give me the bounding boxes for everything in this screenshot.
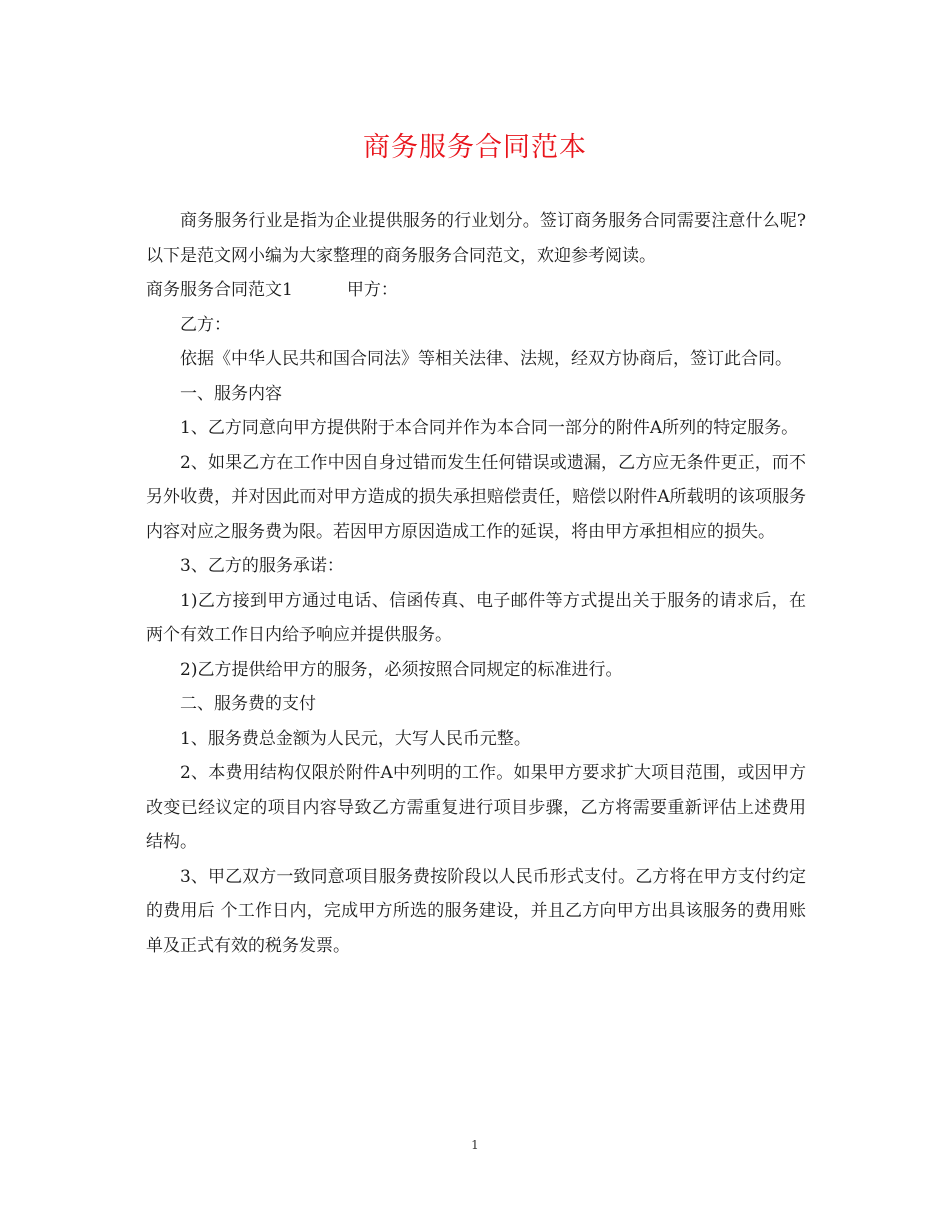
party-b-label: 乙方： (180, 314, 231, 335)
section1-item3: 3、乙方的服务承诺： (180, 556, 344, 576)
party-a-label: 甲方： (346, 280, 398, 300)
section1-item2: 2、如果乙方在工作中因自身过错而发生任何错误或遗漏，乙方应无条件更正，而不另外收费，并对因此而对甲方造成的损失承担赔偿责任，赔偿以附件A所载明的该项服务内容对应之服务费为限。若因甲方原因造成工作的延误，将由甲方承担相应的损失。 (146, 452, 806, 542)
section2-item3: 3、甲乙双方一致同意项目服务费按阶段以人民币形式支付。乙方将在甲方支付约定的费用后 个工作日内，完成甲方所选的服务建设，并且乙方向甲方出具该服务的费用账单及正式有效的税务发票。 (146, 866, 806, 956)
spacer (293, 273, 347, 308)
section2-item1: 1、服务费总金额为人民元，大写人民币元整。 (180, 728, 531, 749)
document-body (146, 204, 806, 963)
page-number: 1 (471, 1138, 479, 1152)
intro-paragraph: 商务服务行业是指为企业提供服务的行业划分。签订商务服务合同需要注意什么呢?以下是范文网小编为大家整理的商务服务合同范文，欢迎参考阅读。 (146, 211, 806, 266)
section1-item3-2: 2)乙方提供给甲方的服务，必须按照合同规定的标准进行。 (180, 659, 623, 680)
section1-item1: 1、乙方同意向甲方提供附于本合同并作为本合同一部分的附件A所列的特定服务。 (180, 418, 799, 438)
section2-heading: 二、服务费的支付 (180, 694, 316, 714)
document-title: 商务服务合同范本 (363, 132, 587, 163)
section1-heading: 一、服务内容 (180, 383, 282, 404)
basis-paragraph: 依据《中华人民共和国合同法》等相关法律、法规，经双方协商后，签订此合同。 (180, 349, 792, 369)
section2-item2: 2、本费用结构仅限於附件A中列明的工作。如果甲方要求扩大项目范围，或因甲方改变已经议定的项目内容导致乙方需重复进行项目步骤，乙方将需要重新评估上述费用结构。 (146, 763, 806, 852)
sample-heading: 商务服务合同范文1 (146, 280, 293, 300)
section1-item3-1: 1)乙方接到甲方通过电话、信函传真、电子邮件等方式提出关于服务的请求后，在两个有效工作日内给予响应并提供服务。 (146, 590, 806, 645)
sample-heading-line (146, 273, 806, 308)
